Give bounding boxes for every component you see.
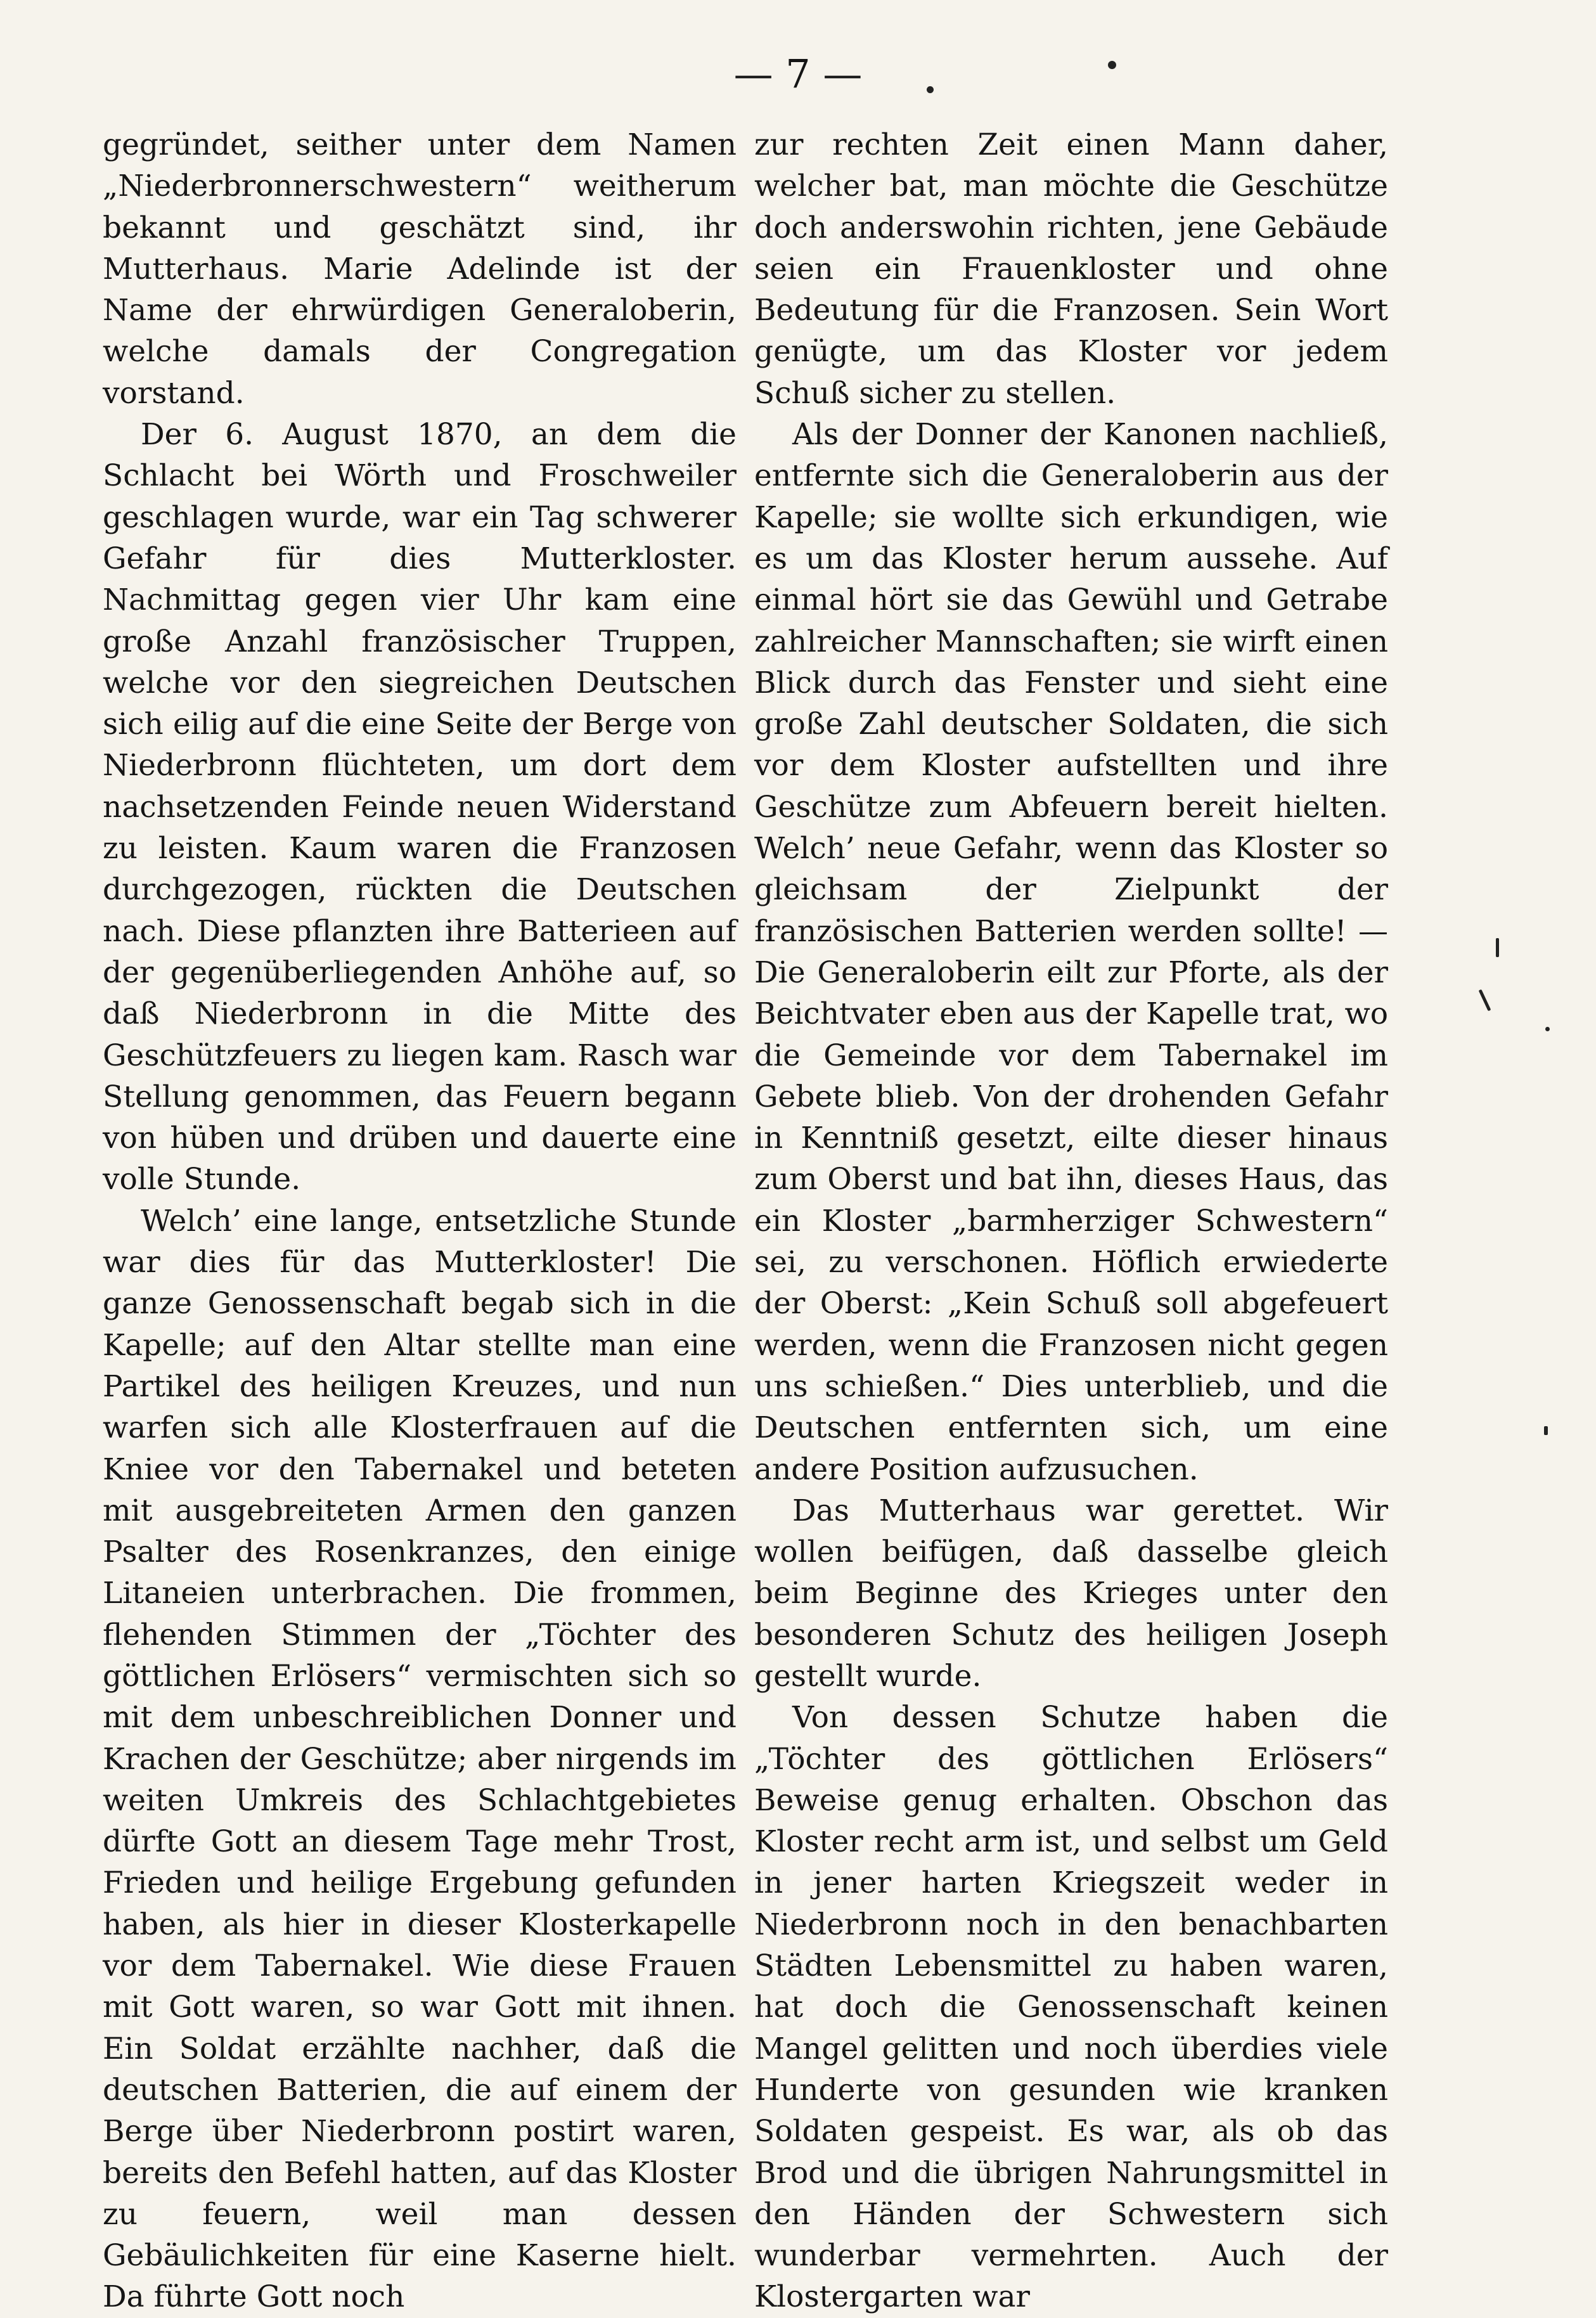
left-column (103, 124, 737, 2318)
paragraph: Als der Donner der Kanonen nachließ, entfernte sich die Generaloberin aus der Kapelle; sie wollte sich erkundigen, wie es um das Kloster herum aussehe. Auf einmal hört sie das Gewühl und Getrabe zahlreicher Mannschaften; sie wirft einen Blick durch das Fenster und sieht eine große Zahl deutscher Soldaten, die sich vor dem Kloster aufstellten und ihre Geschütze zum Abfeuern bereit hielten. Welch’ neue Gefahr, wenn das Kloster so gleichsam der Zielpunkt der französischen Batterien werden sollte! — Die Generaloberin eilt zur Pforte, als der Beichtvater eben aus der Kapelle trat, wo die Gemeinde vor dem Tabernakel im Gebete blieb. Von der drohenden Gefahr in Kenntniß gesetzt, eilte dieser hinaus zum Oberst und bat ihn, dieses Haus, das ein Kloster „barmherziger Schwestern“ sei, zu verschonen. Höflich erwiederte der Oberst: „Kein Schuß soll abgefeuert werden, wenn die Franzosen nicht gegen uns schießen.“ Dies unterblieb, und die Deutschen entfernten sich, um eine andere Position aufzusuchen. (754, 417, 1388, 1487)
page-number: — 7 — (733, 51, 863, 97)
scan-speck (927, 86, 934, 93)
scan-speck (1479, 989, 1491, 1012)
paragraph: Welch’ eine lange, entsetzliche Stunde war dies für das Mutterkloster! Die ganze Genossenschaft begab sich in die Kapelle; auf den Altar stellte man eine Partikel des heiligen Kreuzes, und nun warfen sich alle Klosterfrauen auf die Kniee vor den Tabernakel und beteten mit ausgebreiteten Armen den ganzen Psalter des Rosenkranzes, den einige Litaneien unterbrachen. Die frommen, flehenden Stimmen der „Töchter des göttlichen Erlösers“ vermischten sich so mit dem unbeschreiblichen Donner und Krachen der Geschütze; aber nirgends im weiten Umkreis des Schlachtgebietes dürfte Gott an diesem Tage mehr Trost, Frieden und heilige Ergebung gefunden haben, als hier in dieser Klosterkapelle vor dem Tabernakel. Wie diese Frauen mit Gott waren, so war Gott mit ihnen. Ein Soldat erzählte nachher, daß die deutschen Batterien, die auf einem der Berge über Niederbronn postirt waren, bereits den Befehl hatten, auf das Kloster zu feuern, weil man dessen Gebäulichkeiten für eine Kaserne hielt. Da führte Gott noch (103, 1203, 737, 2315)
paragraph: Von dessen Schutze haben die „Töchter des göttlichen Erlösers“ Beweise genug erhalten. Obschon das Kloster recht arm ist, und selbst um Geld in jener harten Kriegszeit weder in Niederbronn noch in den benachbarten Städten Lebensmittel zu haben waren, hat doch die Genossenschaft keinen Mangel gelitten und noch überdies viele Hunderte von gesunden wie kranken Soldaten gespeist. Es war, als ob das Brod und die übrigen Nahrungsmittel in den Händen der Schwestern sich wunderbar vermehrten. Auch der Klostergarten war (754, 1700, 1388, 2315)
paragraph: Der 6. August 1870, an dem die Schlacht bei Wörth und Froschweiler geschlagen wurde, war ein Tag schwerer Gefahr für dies Mutterkloster. Nachmittag gegen vier Uhr kam eine große Anzahl französischer Truppen, welche vor den siegreichen Deutschen sich eilig auf die eine Seite der Berge von Niederbronn flüchteten, um dort dem nachsetzenden Feinde neuen Widerstand zu leisten. Kaum waren die Franzosen durchgezogen, rückten die Deutschen nach. Diese pflanzten ihre Batterieen auf der gegenüberliegenden Anhöhe auf, so daß Niederbronn in die Mitte des Geschützfeuers zu liegen kam. Rasch war Stellung genommen, das Feuern begann von hüben und drüben und dauerte eine volle Stunde. (103, 417, 737, 1197)
scan-speck (1545, 1027, 1550, 1031)
paragraph: zur rechten Zeit einen Mann daher, welcher bat, man möchte die Geschütze doch anderswohin richten, jene Gebäude seien ein Frauenkloster und ohne Bedeutung für die Franzosen. Sein Wort genügte, um das Kloster vor jedem Schuß sicher zu stellen. (754, 127, 1388, 411)
right-column (754, 124, 1388, 2318)
scan-speck (1544, 1426, 1548, 1435)
scan-speck (1496, 938, 1499, 957)
scan-speck (1108, 61, 1116, 69)
paragraph: gegründet, seither unter dem Namen „Niederbronnerschwestern“ weitherum bekannt und geschätzt sind, ihr Mutterhaus. Marie Adelinde ist der Name der ehrwürdigen Generaloberin, welche damals der Congregation vorstand. (103, 127, 737, 411)
paragraph: Das Mutterhaus war gerettet. Wir wollen beifügen, daß dasselbe gleich beim Beginne des Krieges unter den besonderen Schutz des heiligen Joseph gestellt wurde. (754, 1493, 1388, 1694)
